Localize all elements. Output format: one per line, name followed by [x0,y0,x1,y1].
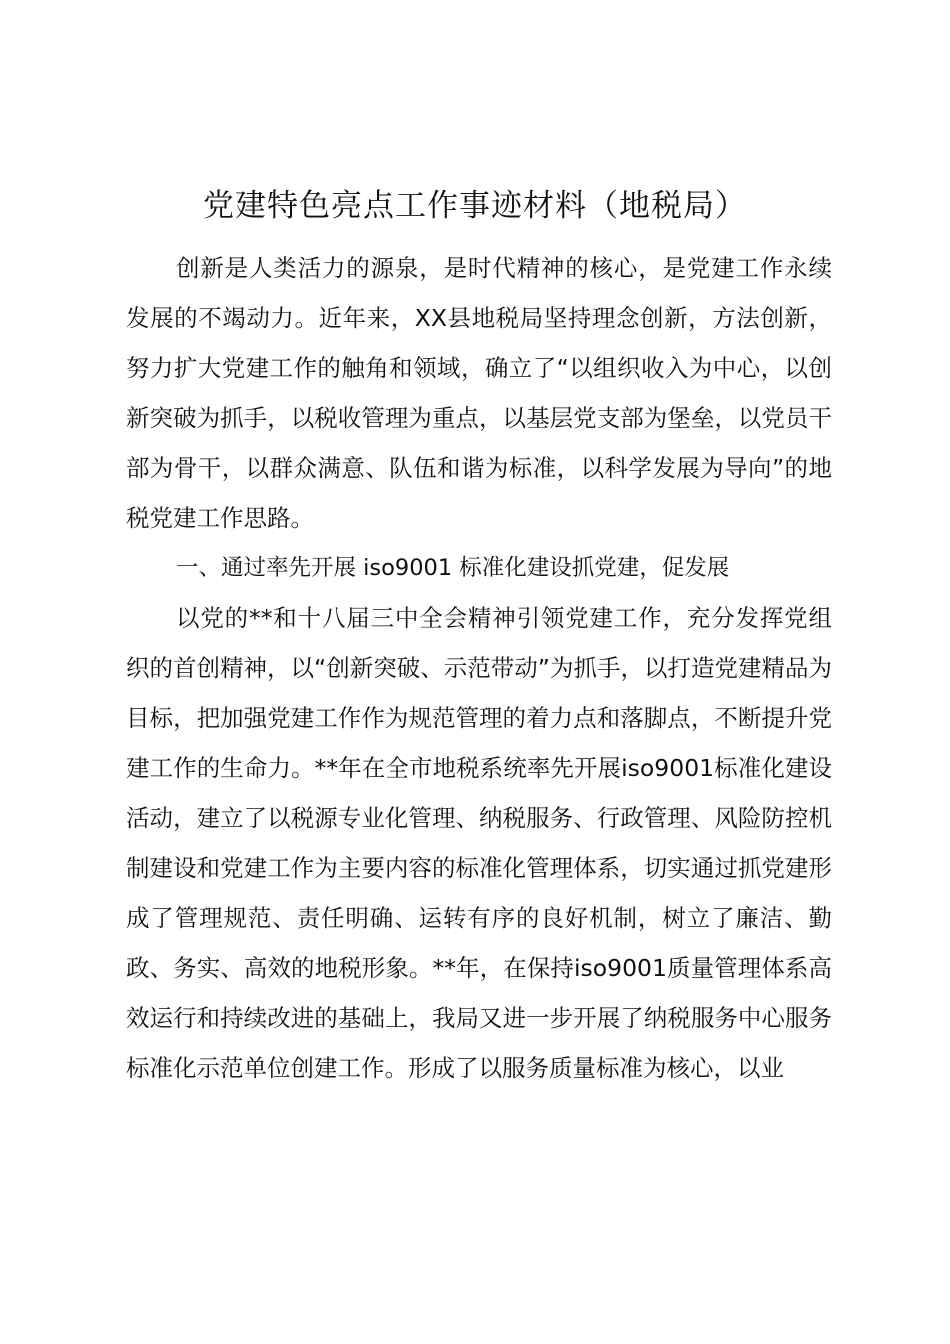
intro-paragraph: 创新是人类活力的源泉，是时代精神的核心，是党建工作永续发展的不竭动力。近年来，XX县地税局坚持理念创新，方法创新，努力扩大党建工作的触角和领域，确立了“以组织收入为中心，以创新突破为抓手，以税收管理为重点，以基层党支部为堡垒，以党员干部为骨干，以群众满意、队伍和谐为标准，以科学发展为导向”的地税党建工作思路。 [126,254,832,532]
document-title: 党建特色亮点工作事迹材料（地税局） [203,188,747,224]
section-paragraph: 以党的**和十八届三中全会精神引领党建工作，充分发挥党组织的首创精神，以“创新突破、示范带动”为抓手，以打造党建精品为目标，把加强党建工作作为规范管理的着力点和落脚点，不断提升党建工作的生命力。**年在全市地税系统率先开展iso9001标准化建设活动，建立了以税源专业化管理、纳税服务、行政管理、风险防控机制建设和党建工作为主要内容的标准化管理体系，切实通过抓党建形成了管理规范、责任明确、运转有序的良好机制，树立了廉洁、勤政、务实、高效的地税形象。**年，在保持iso9001质量管理体系高效运行和持续改进的基础上，我局又进一步开展了纳税服务中心服务标准化示范单位创建工作。形成了以服务质量标准为核心，以业 [126,604,832,1082]
document-body [126,243,832,1093]
section-heading: 一、通过率先开展 iso9001 标准化建设抓党建，促发展 [176,555,730,581]
